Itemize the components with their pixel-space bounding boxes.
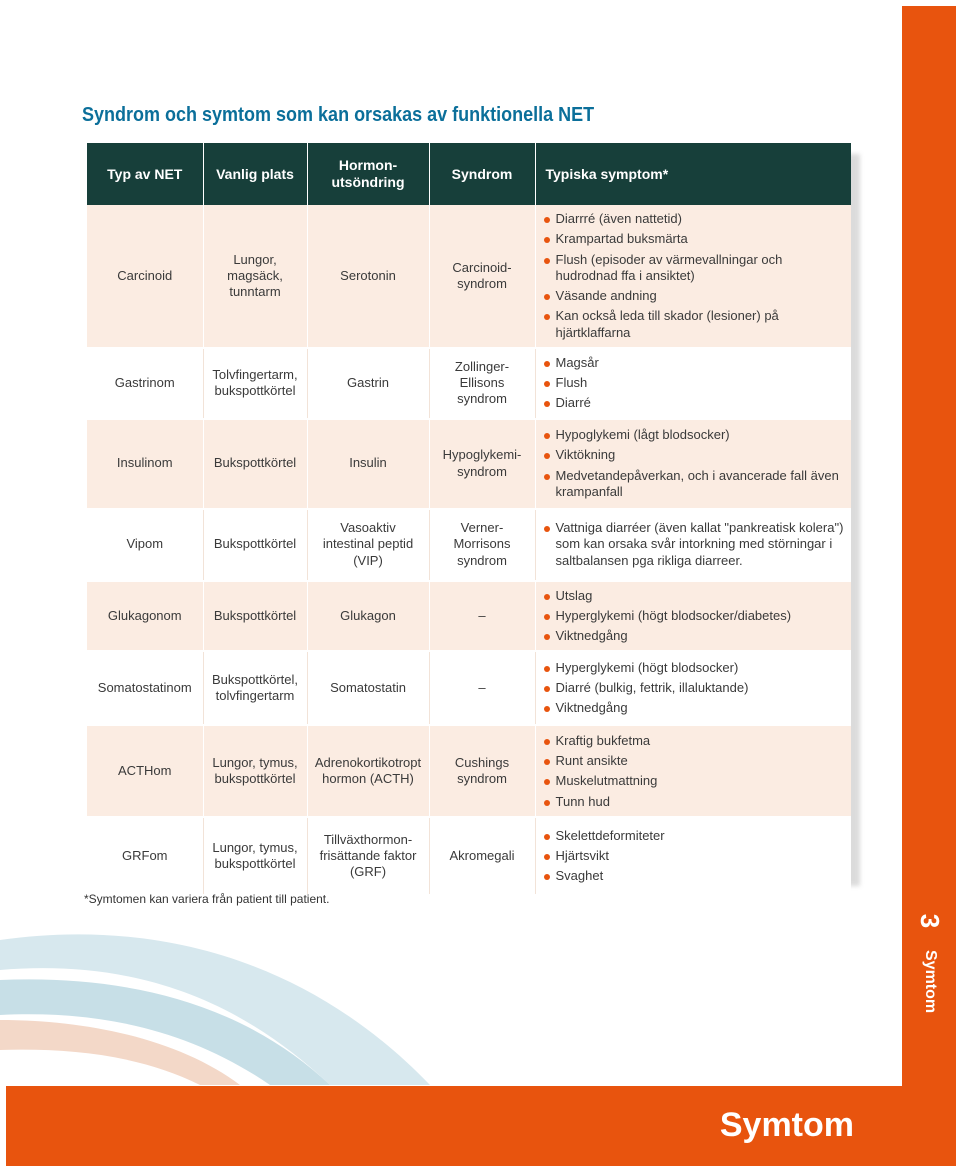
page-title: Syndrom och symtom som kan orsakas av funktionella NET	[82, 104, 595, 126]
symptom-item: Medvetandepåverkan, och i avancerade fall även krampanfall	[544, 468, 846, 501]
symptom-list	[544, 828, 846, 885]
cell-type: ACTHom	[87, 725, 203, 817]
header-type: Typ av NET	[87, 143, 203, 205]
cell-type: Gastrinom	[87, 348, 203, 419]
cell-symptoms	[535, 419, 851, 509]
chapter-name: Symtom	[922, 950, 939, 1014]
symptom-item: Viktökning	[544, 447, 846, 463]
symptom-item: Flush (episoder av värmevallningar och hudrodnad ffa i ansiktet)	[544, 252, 846, 285]
net-table	[87, 143, 851, 896]
cell-symptoms	[535, 581, 851, 652]
cell-location: Bukspottkörtel	[203, 581, 307, 652]
cell-location: Bukspottkörtel, tolvfingertarm	[203, 651, 307, 725]
symptom-list	[544, 355, 846, 412]
cell-symptoms	[535, 651, 851, 725]
table-header-row	[87, 143, 851, 205]
cell-hormone: Serotonin	[307, 205, 429, 348]
cell-hormone: Insulin	[307, 419, 429, 509]
symptom-item: Magsår	[544, 355, 846, 371]
symptom-item: Väsande andning	[544, 288, 846, 304]
symptom-item: Diarré	[544, 395, 846, 411]
symptom-list	[544, 733, 846, 810]
cell-hormone: Somatostatin	[307, 651, 429, 725]
symptom-item: Muskelutmattning	[544, 773, 846, 789]
symptom-item: Viktnedgång	[544, 700, 846, 716]
cell-type: Somatostatinom	[87, 651, 203, 725]
symptom-item: Hjärtsvikt	[544, 848, 846, 864]
cell-location: Bukspottkörtel	[203, 509, 307, 581]
cell-location: Lungor, magsäck, tunntarm	[203, 205, 307, 348]
symptom-item: Flush	[544, 375, 846, 391]
symptom-item: Diarrré (även nattetid)	[544, 211, 846, 227]
table-row	[87, 725, 851, 817]
chapter-tab	[904, 908, 956, 1018]
cell-hormone: Gastrin	[307, 348, 429, 419]
symptom-item: Hyperglykemi (högt blodsocker)	[544, 660, 846, 676]
cell-type: Carcinoid	[87, 205, 203, 348]
table-row	[87, 419, 851, 509]
symptom-item: Utslag	[544, 588, 846, 604]
cell-syndrome: Cushings syndrom	[429, 725, 535, 817]
symptom-item: Hyperglykemi (högt blodsocker/diabetes)	[544, 608, 846, 624]
cell-syndrome: Akromegali	[429, 817, 535, 895]
cell-symptoms	[535, 205, 851, 348]
cell-hormone: Adrenokortikotropt hormon (ACTH)	[307, 725, 429, 817]
table-body	[87, 205, 851, 895]
symptom-item: Hypoglykemi (lågt blodsocker)	[544, 427, 846, 443]
symptom-list	[544, 427, 846, 500]
cell-location: Lungor, tymus, bukspottkörtel	[203, 725, 307, 817]
cell-hormone: Tillväxthormon-frisättande faktor (GRF)	[307, 817, 429, 895]
bottom-band-title: Symtom	[719, 1106, 854, 1144]
cell-location: Bukspottkörtel	[203, 419, 307, 509]
table-row	[87, 817, 851, 895]
header-hormone: Hormon- utsöndring	[307, 143, 429, 205]
cell-hormone: Vasoaktiv intestinal peptid (VIP)	[307, 509, 429, 581]
symptom-list	[544, 520, 846, 569]
table-row	[87, 651, 851, 725]
symptom-item: Kraftig bukfetma	[544, 733, 846, 749]
bottom-band	[6, 1086, 956, 1166]
header-symptoms: Typiska symptom*	[535, 143, 851, 205]
cell-syndrome: –	[429, 581, 535, 652]
decorative-swoosh	[0, 880, 560, 1090]
symptom-item: Vattniga diarréer (även kallat "pankreatisk kolera") som kan orsaka svår intorkning med störningar i saltbalansen pga rikliga diarreer.	[544, 520, 846, 569]
table-row	[87, 348, 851, 419]
cell-syndrome: Verner-Morrisons syndrom	[429, 509, 535, 581]
cell-syndrome: –	[429, 651, 535, 725]
footnote: *Symtomen kan variera från patient till patient.	[84, 892, 330, 906]
cell-type: Insulinom	[87, 419, 203, 509]
symptom-item: Skelettdeformiteter	[544, 828, 846, 844]
table-row	[87, 581, 851, 652]
cell-syndrome: Hypoglykemi-syndrom	[429, 419, 535, 509]
cell-syndrome: Zollinger-Ellisons syndrom	[429, 348, 535, 419]
cell-syndrome: Carcinoid-syndrom	[429, 205, 535, 348]
cell-symptoms	[535, 817, 851, 895]
cell-symptoms	[535, 348, 851, 419]
symptom-list	[544, 660, 846, 717]
header-location: Vanlig plats	[203, 143, 307, 205]
symptom-list	[544, 211, 846, 341]
cell-symptoms	[535, 725, 851, 817]
cell-type: Vipom	[87, 509, 203, 581]
symptom-list	[544, 588, 846, 645]
symptom-item: Svaghet	[544, 868, 846, 884]
cell-type: GRFom	[87, 817, 203, 895]
cell-hormone: Glukagon	[307, 581, 429, 652]
cell-location: Lungor, tymus, bukspottkörtel	[203, 817, 307, 895]
header-syndrome: Syndrom	[429, 143, 535, 205]
symptom-item: Runt ansikte	[544, 753, 846, 769]
cell-symptoms	[535, 509, 851, 581]
table-row	[87, 509, 851, 581]
symptom-item: Diarré (bulkig, fettrik, illaluktande)	[544, 680, 846, 696]
cell-location: Tolvfingertarm, bukspottkörtel	[203, 348, 307, 419]
chapter-number: 3	[915, 913, 945, 929]
table-row	[87, 205, 851, 348]
cell-type: Glukagonom	[87, 581, 203, 652]
symptom-item: Tunn hud	[544, 794, 846, 810]
symptom-item: Viktnedgång	[544, 628, 846, 644]
symptom-item: Krampartad buksmärta	[544, 231, 846, 247]
symptom-item: Kan också leda till skador (lesioner) på hjärtklaffarna	[544, 308, 846, 341]
